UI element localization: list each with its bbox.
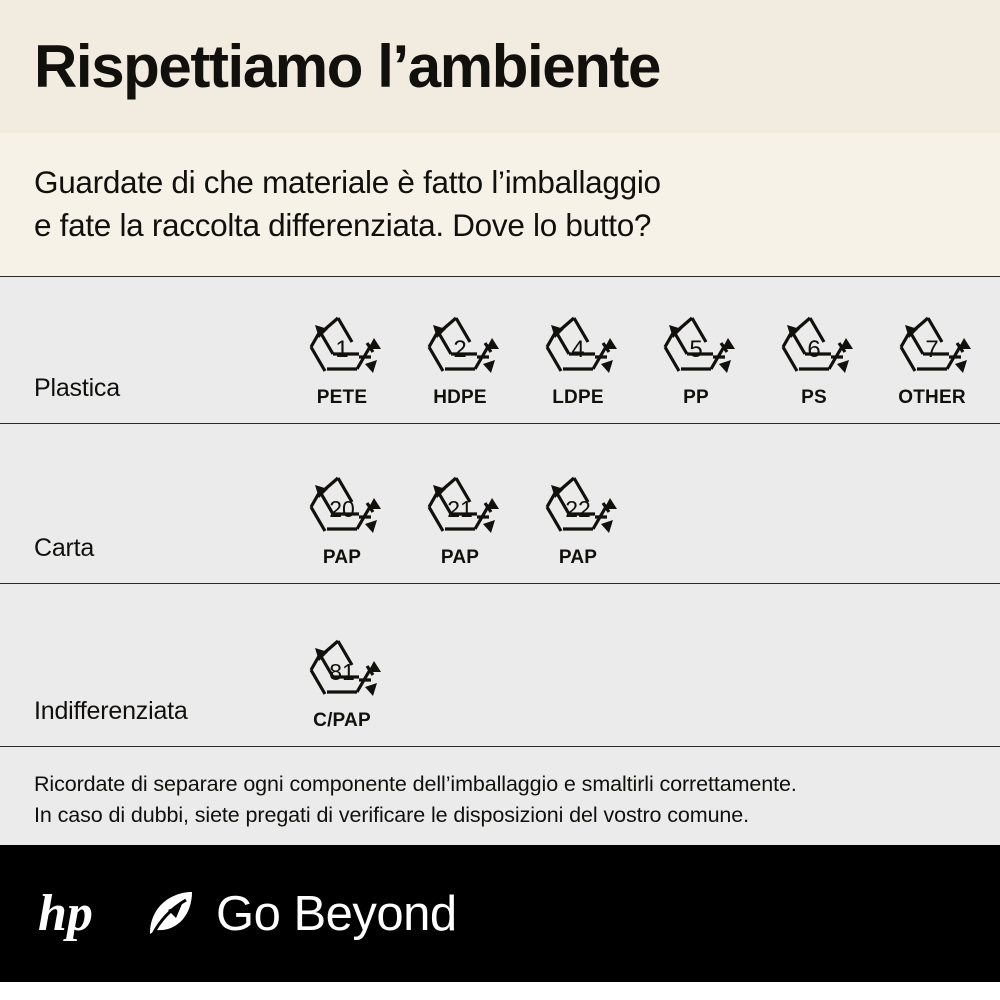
symbol-number: 4	[571, 336, 585, 363]
material-table	[0, 276, 1000, 747]
symbol-code: PAP	[558, 547, 598, 568]
page-title: Rispettiamo l’ambiente	[34, 33, 661, 100]
symbol-number: 22	[565, 496, 591, 522]
mobius-triangle-icon	[769, 307, 859, 385]
recycling-symbol	[294, 467, 390, 569]
recycling-symbol	[294, 630, 390, 732]
recycling-symbol	[530, 307, 626, 409]
symbol-code: PAP	[440, 547, 480, 568]
symbol-number: 1	[335, 336, 349, 363]
hp-logo-icon	[38, 886, 124, 942]
row-label-indifferenziata: Indifferenziata	[34, 697, 188, 725]
leaf-arrow-icon	[142, 886, 198, 942]
symbol-number: 21	[447, 496, 473, 522]
row-label-plastica: Plastica	[34, 374, 120, 402]
subheader-line-2: e fate la raccolta differenziata. Dove lo butto?	[34, 207, 652, 244]
symbol-group-indifferenziata	[294, 630, 390, 746]
brand-bar	[0, 845, 1000, 982]
mobius-triangle-icon	[297, 307, 387, 385]
mobius-triangle-icon	[887, 307, 977, 385]
symbol-number: 2	[453, 336, 467, 363]
mobius-triangle-icon	[297, 630, 387, 708]
symbol-group-carta	[294, 467, 626, 583]
symbol-group-plastica	[294, 307, 980, 423]
footnote	[0, 747, 1000, 845]
recycling-symbol	[884, 307, 980, 409]
symbol-code: OTHER	[898, 387, 966, 408]
symbol-number: 81	[329, 659, 355, 685]
recycling-symbol	[412, 307, 508, 409]
mobius-triangle-icon	[415, 467, 505, 545]
mobius-triangle-icon	[415, 307, 505, 385]
symbol-number: 20	[329, 496, 355, 522]
symbol-code: PAP	[322, 547, 362, 568]
svg-text:hp: hp	[38, 885, 93, 942]
symbol-number: 6	[807, 336, 821, 363]
table-row	[0, 424, 1000, 584]
symbol-code: PP	[683, 387, 709, 408]
symbol-code: PETE	[316, 387, 368, 408]
symbol-code: PS	[801, 387, 827, 408]
recycling-symbol	[294, 307, 390, 409]
mobius-triangle-icon	[533, 467, 623, 545]
table-row	[0, 584, 1000, 747]
mobius-triangle-icon	[297, 467, 387, 545]
recycling-symbol	[412, 467, 508, 569]
brand-text: Go Beyond	[216, 886, 457, 941]
page-subheader	[0, 133, 1000, 276]
symbol-code: HDPE	[433, 387, 487, 408]
mobius-triangle-icon	[533, 307, 623, 385]
table-row	[0, 276, 1000, 424]
mobius-triangle-icon	[651, 307, 741, 385]
symbol-code: LDPE	[552, 387, 604, 408]
recycling-symbol	[648, 307, 744, 409]
symbol-number: 5	[689, 336, 703, 363]
footnote-line-1: Ricordate di separare ogni componente dell’imballaggio e smaltirli correttamente.	[34, 772, 797, 796]
symbol-code: C/PAP	[313, 710, 371, 731]
row-label-carta: Carta	[34, 534, 95, 562]
subheader-line-1: Guardate di che materiale è fatto l’imballaggio	[34, 164, 661, 200]
footnote-line-2: In caso di dubbi, siete pregati di verificare le disposizioni del vostro comune.	[34, 803, 750, 828]
recycling-symbol	[530, 467, 626, 569]
recycling-symbol	[766, 307, 862, 409]
symbol-number: 7	[925, 336, 939, 363]
page-header	[0, 0, 1000, 133]
